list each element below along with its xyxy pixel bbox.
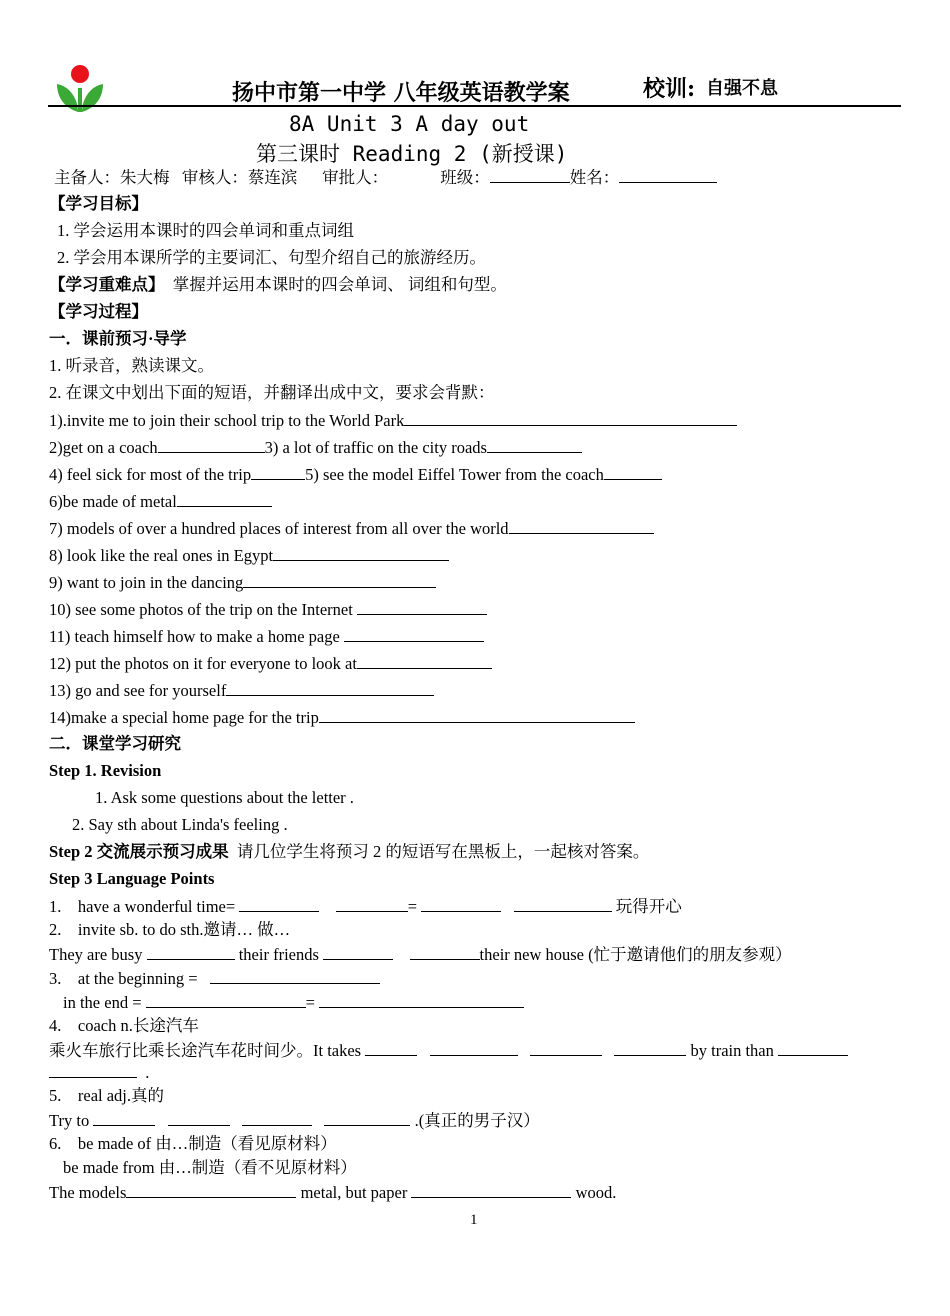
lp4-sentence-cont [49, 1061, 149, 1084]
school-motto: 自强不息 [706, 78, 778, 99]
part2-heading: 二．课堂学习研究 [49, 734, 181, 753]
lp-number: 2. [49, 920, 62, 939]
step2-text: 请几位学生将预习 2 的短语写在黑板上，一起核对答案。 [236, 842, 650, 861]
answer-blank[interactable] [530, 1039, 602, 1056]
equals-sign: = [407, 897, 418, 916]
phrase: 1).invite me to join their school trip to the World Park [49, 411, 405, 430]
part1-step: 2. 在课文中划出下面的短语，并翻译出成中文，要求会背默： [49, 383, 495, 402]
answer-blank[interactable] [126, 1181, 296, 1198]
phrase-row [49, 679, 434, 702]
step1-item: 2. Say sth about Linda's feeling . [72, 815, 288, 834]
lesson-title: 第三课时 Reading 2 (新授课) [256, 142, 568, 166]
lp4-line [49, 1015, 199, 1037]
lp4-sentence [49, 1039, 848, 1062]
phrase: 2)get on a coach [49, 438, 158, 457]
phrase-row [49, 463, 662, 486]
phrase-row [49, 652, 492, 675]
step3-title: Step 3 Language Points [49, 869, 215, 888]
phrase: 5) see the model Eiffel Tower from the coach [305, 465, 604, 484]
answer-blank[interactable] [509, 517, 654, 534]
answer-blank[interactable] [324, 1109, 410, 1126]
unit-title: 8A Unit 3 A day out [289, 112, 530, 136]
step1-item: 1. Ask some questions about the letter . [95, 788, 354, 807]
lp2-line [49, 919, 290, 941]
sentence-part: metal, but paper [296, 1183, 412, 1202]
lp-number: 6. [49, 1134, 62, 1153]
lp2-sentence [49, 943, 792, 966]
lp1-meaning: 玩得开心 [615, 897, 682, 916]
lp6-line [49, 1133, 337, 1155]
phrase-row [49, 517, 654, 540]
answer-blank[interactable] [210, 967, 380, 984]
sentence-part: They are busy [49, 945, 147, 964]
answer-blank[interactable] [614, 1039, 686, 1056]
lp3-line [49, 967, 380, 990]
phrase: 8) look like the real ones in Egypt [49, 546, 274, 565]
class-label: 班级： [440, 168, 490, 187]
answer-blank[interactable] [410, 943, 480, 960]
answer-blank[interactable] [243, 571, 436, 588]
answer-blank[interactable] [365, 1039, 417, 1056]
lp5-line [49, 1085, 164, 1107]
answer-blank[interactable] [323, 943, 393, 960]
answer-blank[interactable] [158, 436, 265, 453]
name-blank[interactable] [619, 166, 717, 183]
lp2-phrase: invite sb. to do sth.邀请… 做… [77, 920, 291, 939]
phrase: 6)be made of metal [49, 492, 177, 511]
phrase: 3) a lot of traffic on the city roads [264, 438, 487, 457]
meta-line [54, 166, 717, 189]
phrase: 4) feel sick for most of the trip [49, 465, 252, 484]
answer-blank[interactable] [242, 1109, 312, 1126]
answer-blank[interactable] [357, 598, 487, 615]
step2-title: Step 2 交流展示预习成果 [49, 842, 229, 861]
part1-step: 1. 听录音，熟读课文。 [49, 356, 214, 375]
reviewer: 审核人：蔡连滨 [181, 168, 298, 187]
answer-blank[interactable] [168, 1109, 230, 1126]
school-title: 扬中市第一中学 八年级英语教学案 [232, 80, 570, 106]
answer-blank[interactable] [146, 991, 306, 1008]
lp5-phrase: real adj.真的 [77, 1086, 165, 1105]
sentence-part: 乘火车旅行比乘长途汽车花时间少。It takes [49, 1041, 362, 1060]
phrase: 12) put the photos on it for everyone to look at [49, 654, 357, 673]
lp-number: 4. [49, 1016, 62, 1035]
answer-blank[interactable] [421, 895, 501, 912]
sentence-part: The models [49, 1183, 127, 1202]
answer-blank[interactable] [430, 1039, 518, 1056]
sentence-part: .(真正的男子汉） [414, 1111, 540, 1130]
answer-blank[interactable] [49, 1061, 137, 1078]
answer-blank[interactable] [319, 706, 635, 723]
answer-blank[interactable] [411, 1181, 571, 1198]
phrase-row [49, 436, 582, 459]
answer-blank[interactable] [344, 625, 484, 642]
preparer: 主备人：朱大梅 [54, 168, 170, 187]
phrase-row [49, 409, 737, 432]
answer-blank[interactable] [147, 943, 235, 960]
sentence-part: by train than [690, 1041, 774, 1060]
answer-blank[interactable] [319, 991, 524, 1008]
objectives-heading: 【学习目标】 [49, 194, 148, 213]
lp6-line-b [63, 1157, 357, 1179]
lp-number: 3. [49, 969, 62, 988]
answer-blank[interactable] [177, 490, 272, 507]
answer-blank[interactable] [404, 409, 737, 426]
lp6-phrase: be made from 由…制造（看不见原材料） [63, 1158, 357, 1177]
key-points-text: 掌握并运用本课时的四会单词、 词组和句型。 [172, 275, 507, 294]
phrase: 7) models of over a hundred places of interest from all over the world [49, 519, 509, 538]
phrase: 14)make a special home page for the trip [49, 708, 319, 727]
answer-blank[interactable] [273, 544, 449, 561]
phrase: 10) see some photos of the trip on the Internet [49, 600, 357, 619]
answer-blank[interactable] [487, 436, 582, 453]
phrase: 13) go and see for yourself [49, 681, 227, 700]
lp-number: 1. [49, 897, 62, 916]
class-blank[interactable] [490, 166, 570, 183]
phrase-row [49, 571, 436, 594]
step1-title: Step 1. Revision [49, 761, 162, 780]
phrase-row [49, 598, 487, 621]
lp5-sentence [49, 1109, 540, 1132]
lp4-phrase: coach n.长途汽车 [77, 1016, 199, 1035]
lp3-phrase: in the end = [63, 993, 142, 1012]
process-heading: 【学习过程】 [49, 302, 148, 321]
answer-blank[interactable] [239, 895, 319, 912]
lp6-sentence [49, 1181, 616, 1204]
sentence-part: their friends [234, 945, 324, 964]
phrase-row [49, 490, 272, 513]
answer-blank[interactable] [357, 652, 492, 669]
key-points-line [49, 274, 507, 296]
objective-item: 2. 学会用本课所学的主要词汇、句型介绍自己的旅游经历。 [57, 248, 486, 267]
phrase: 11) teach himself how to make a home page [49, 627, 344, 646]
lp1-phrase: have a wonderful time= [77, 897, 236, 916]
lp3-phrase: at the beginning = [77, 969, 198, 988]
sentence-part: their new house (忙于邀请他们的朋友参观） [479, 945, 792, 964]
answer-blank[interactable] [778, 1039, 848, 1056]
objective-item: 1. 学会运用本课时的四会单词和重点词组 [57, 221, 354, 240]
phrase: 9) want to join in the dancing [49, 573, 244, 592]
equals-sign: = [305, 993, 315, 1012]
name-label: 姓名： [569, 168, 620, 187]
phrase-row [49, 706, 635, 729]
answer-blank[interactable] [336, 895, 408, 912]
lp-number: 5. [49, 1086, 62, 1105]
key-points-heading: 【学习重难点】 [49, 275, 165, 294]
lp6-phrase: be made of 由…制造（看见原材料） [77, 1134, 337, 1153]
lp1-line [49, 895, 682, 918]
page-number: 1 [470, 1212, 478, 1228]
answer-blank[interactable] [226, 679, 434, 696]
answer-blank[interactable] [604, 463, 662, 480]
approver: 审批人： [322, 168, 389, 187]
answer-blank[interactable] [93, 1109, 155, 1126]
sentence-part: wood. [571, 1183, 617, 1202]
phrase-row [49, 625, 484, 648]
sentence-end: . [145, 1063, 150, 1082]
motto-label: 校训: [643, 76, 696, 102]
header-rule [48, 105, 901, 107]
phrase-row [49, 544, 449, 567]
part1-heading: 一．课前预习·导学 [49, 329, 187, 348]
answer-blank[interactable] [251, 463, 305, 480]
sentence-part: Try to [49, 1111, 90, 1130]
lp3-line-b [63, 991, 524, 1014]
step2-line [49, 841, 649, 863]
answer-blank[interactable] [514, 895, 612, 912]
